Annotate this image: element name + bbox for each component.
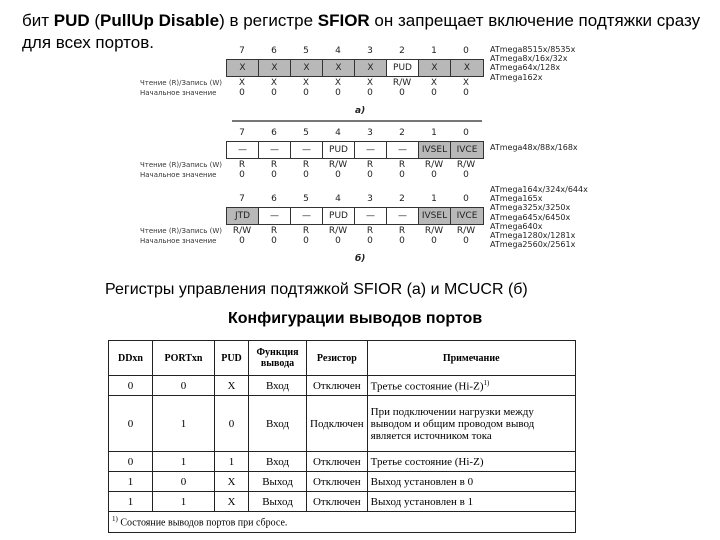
table-header-row (109, 341, 576, 376)
init-value: 0 (335, 236, 341, 246)
bit-number: 3 (367, 128, 373, 138)
heading-sfior: SFIOR (317, 11, 370, 30)
table-cell: Отключен (307, 492, 368, 512)
register-box (226, 59, 484, 77)
register-bit-cell: — (355, 208, 387, 224)
table-cell: 0 (109, 452, 153, 472)
rw-value: R (366, 226, 374, 236)
table-cell: 0 (109, 376, 153, 396)
rw-value: X (302, 78, 310, 88)
col-header: PUD (215, 341, 249, 376)
init-value: 0 (239, 88, 245, 98)
rw-value: R/W (456, 160, 476, 170)
bit-number: 7 (239, 46, 245, 56)
register-bit-cell: X (259, 60, 291, 76)
heading-pud: PUD (53, 11, 90, 30)
register-bit-cell: X (227, 60, 259, 76)
device-name: ATmega64x/128x (490, 63, 561, 73)
rw-row-label: Чтение (R)/Запись (W) (140, 79, 223, 87)
init-value: 0 (431, 170, 437, 180)
init-value: 0 (335, 170, 341, 180)
figure-part-label: б) (355, 254, 366, 264)
rw-value: R/W (232, 226, 252, 236)
divider-line (232, 120, 482, 122)
device-list (490, 143, 578, 152)
table-cell: 1 (153, 396, 215, 452)
device-name: ATmega2560x/2561x (490, 240, 576, 250)
rw-value: R (398, 160, 406, 170)
device-name: ATmega1280x/1281x (490, 231, 576, 241)
register-bit-cell: PUD (323, 142, 355, 158)
device-name: ATmega8515x/8535x (490, 45, 576, 54)
table-cell: Подключен (307, 396, 368, 452)
table-row (109, 376, 576, 396)
table-cell: Выход установлен в 1 (367, 492, 575, 512)
table-cell: 1 (153, 492, 215, 512)
register-bit-cell: — (291, 142, 323, 158)
device-name: ATmega164x/324x/644x (490, 185, 588, 194)
register-bit-cell: JTD (227, 208, 259, 224)
table-cell: Отключен (307, 376, 368, 396)
rw-value: R (238, 160, 246, 170)
device-name: ATmega640x (490, 221, 543, 231)
init-value: 0 (463, 88, 469, 98)
table-cell: 1 (109, 472, 153, 492)
device-list (490, 185, 588, 249)
table-row (109, 452, 576, 472)
table-cell: Третье состояние $(Hi-Z)^{1)}$ (367, 376, 575, 396)
bit-number: 7 (239, 194, 245, 204)
rw-value: R/W (456, 226, 476, 236)
table-cell: Вход (249, 452, 307, 472)
register-bit-cell: PUD (387, 60, 419, 76)
rw-value: R (302, 226, 310, 236)
init-value: 0 (335, 88, 341, 98)
table-footnote (109, 512, 576, 533)
init-value: 0 (367, 88, 373, 98)
register-bit-cell: PUD (323, 208, 355, 224)
register-bit-cell: X (419, 60, 451, 76)
init-value: 0 (271, 88, 277, 98)
rw-row-label: Чтение (R)/Запись (W) (140, 161, 223, 169)
device-name: ATmega325x/3250x (490, 203, 571, 213)
table-cell: 1 (153, 452, 215, 472)
col-header: PORTxn (153, 341, 215, 376)
rw-value: X (270, 78, 278, 88)
init-value: 0 (367, 236, 373, 246)
footnote-text: Состояние выводов портов при сбросе. (117, 517, 288, 529)
table-cell: Вход (249, 396, 307, 452)
register-bit-cell: IVCE (451, 142, 483, 158)
init-value: 0 (271, 236, 277, 246)
register-bit-cell: X (323, 60, 355, 76)
register-bit-cell: IVSEL (419, 208, 451, 224)
rw-value: R (302, 160, 310, 170)
init-value: 0 (463, 236, 469, 246)
table-cell: 1 (109, 492, 153, 512)
port-config-table (108, 340, 576, 533)
rw-value: R/W (328, 226, 348, 236)
rw-value: R (366, 160, 374, 170)
init-value: 0 (239, 170, 245, 180)
bit-number: 5 (303, 194, 309, 204)
figure-caption: Регистры управления подтяжкой SFIOR (а) и MCUCR (б) (105, 281, 528, 298)
heading-part: ( (89, 11, 101, 30)
table-cell: Выход (249, 472, 307, 492)
table-cell: Выход установлен в 0 (367, 472, 575, 492)
col-header: Функция вывода (249, 341, 307, 376)
table-cell: 0 (153, 472, 215, 492)
bit-number: 6 (271, 194, 277, 204)
bit-number: 1 (431, 46, 437, 56)
register-box (226, 207, 484, 225)
section-subtitle: Конфигурации выводов портов (228, 310, 483, 327)
heading-part: он запрещает включение подтяжки сразу для всех портов. (22, 11, 701, 52)
table-cell: 0 (109, 396, 153, 452)
bit-number: 3 (367, 194, 373, 204)
col-header: Примечание (367, 341, 575, 376)
figure-part-label: a) (355, 106, 366, 116)
init-value: 0 (303, 170, 309, 180)
init-row-label: Начальное значение (140, 237, 217, 245)
init-value: 0 (399, 88, 405, 98)
register-bit-cell: X (291, 60, 323, 76)
bit-number: 4 (335, 46, 341, 56)
register-bit-cell: X (451, 60, 483, 76)
device-name: ATmega162x (490, 72, 543, 82)
rw-row-label: Чтение (R)/Запись (W) (140, 227, 223, 235)
rw-value: X (366, 78, 374, 88)
rw-value: R/W (392, 78, 412, 88)
register-bit-cell: — (355, 142, 387, 158)
register-bit-cell: — (259, 142, 291, 158)
register-bit-cell: — (227, 142, 259, 158)
register-bit-cell: — (387, 208, 419, 224)
init-value: 0 (431, 88, 437, 98)
col-header: Резистор (307, 341, 368, 376)
bit-number: 4 (335, 194, 341, 204)
init-value: 0 (463, 170, 469, 180)
heading-pullup: PullUp Disable (100, 11, 220, 30)
bit-number: 2 (399, 194, 405, 204)
rw-value: R/W (424, 226, 444, 236)
bit-number: 6 (271, 46, 277, 56)
bit-number: 5 (303, 46, 309, 56)
table-cell: X (215, 472, 249, 492)
table-cell: При подключении нагрузки между выводом и общим проводом вывод является источником тока (367, 396, 575, 452)
footnote-ref: 1) (483, 378, 490, 387)
device-list (490, 45, 575, 82)
bit-number: 1 (431, 128, 437, 138)
bit-number: 6 (271, 128, 277, 138)
rw-value: R/W (424, 160, 444, 170)
rw-value: R (398, 226, 406, 236)
rw-value: R (270, 160, 278, 170)
register-bit-cell: X (355, 60, 387, 76)
bit-number: 0 (463, 128, 469, 138)
rw-value: X (238, 78, 246, 88)
table-cell: X (215, 492, 249, 512)
register-box (226, 141, 484, 159)
init-value: 0 (271, 170, 277, 180)
table-cell: Отключен (307, 452, 368, 472)
init-row-label: Начальное значение (140, 89, 217, 97)
footnote-mark: 1) (112, 515, 118, 524)
register-bit-cell: — (259, 208, 291, 224)
bit-number: 1 (431, 194, 437, 204)
init-value: 0 (239, 236, 245, 246)
init-row-label: Начальное значение (140, 171, 217, 179)
register-bit-cell: IVCE (451, 208, 483, 224)
init-value: 0 (303, 236, 309, 246)
bit-number: 2 (399, 46, 405, 56)
bit-number: 4 (335, 128, 341, 138)
table-cell: Вход (249, 376, 307, 396)
init-value: 0 (303, 88, 309, 98)
table-row (109, 472, 576, 492)
bit-number: 3 (367, 46, 373, 56)
col-header: DDxn (109, 341, 153, 376)
table-cell: Третье состояние (Hi-Z) (367, 452, 575, 472)
heading-part: ) в регистре (219, 11, 318, 30)
bit-number: 5 (303, 128, 309, 138)
heading-part: бит (22, 11, 54, 30)
device-name: ATmega645x/6450x (490, 212, 571, 222)
init-value: 0 (431, 236, 437, 246)
table-row (109, 396, 576, 452)
bit-number: 7 (239, 128, 245, 138)
init-value: 0 (399, 170, 405, 180)
table-cell: 1 (215, 452, 249, 472)
table-row (109, 492, 576, 512)
register-bit-cell: IVSEL (419, 142, 451, 158)
bit-number: 0 (463, 46, 469, 56)
device-name: ATmega48x/88x/168x (490, 143, 578, 152)
register-bit-cell: — (387, 142, 419, 158)
rw-value: R/W (328, 160, 348, 170)
rw-value: X (334, 78, 342, 88)
rw-value: X (430, 78, 438, 88)
table-footnote-row (109, 512, 576, 533)
table-cell: Отключен (307, 472, 368, 492)
table-cell: 0 (215, 396, 249, 452)
device-name: ATmega8x/16x/32x (490, 54, 568, 64)
rw-value: X (462, 78, 470, 88)
rw-value: R (270, 226, 278, 236)
init-value: 0 (399, 236, 405, 246)
init-value: 0 (367, 170, 373, 180)
bit-number: 2 (399, 128, 405, 138)
table-cell: X (215, 376, 249, 396)
table-cell: Выход (249, 492, 307, 512)
bit-number: 0 (463, 194, 469, 204)
table-cell: 0 (153, 376, 215, 396)
register-bit-cell: — (291, 208, 323, 224)
device-name: ATmega165x (490, 194, 543, 204)
